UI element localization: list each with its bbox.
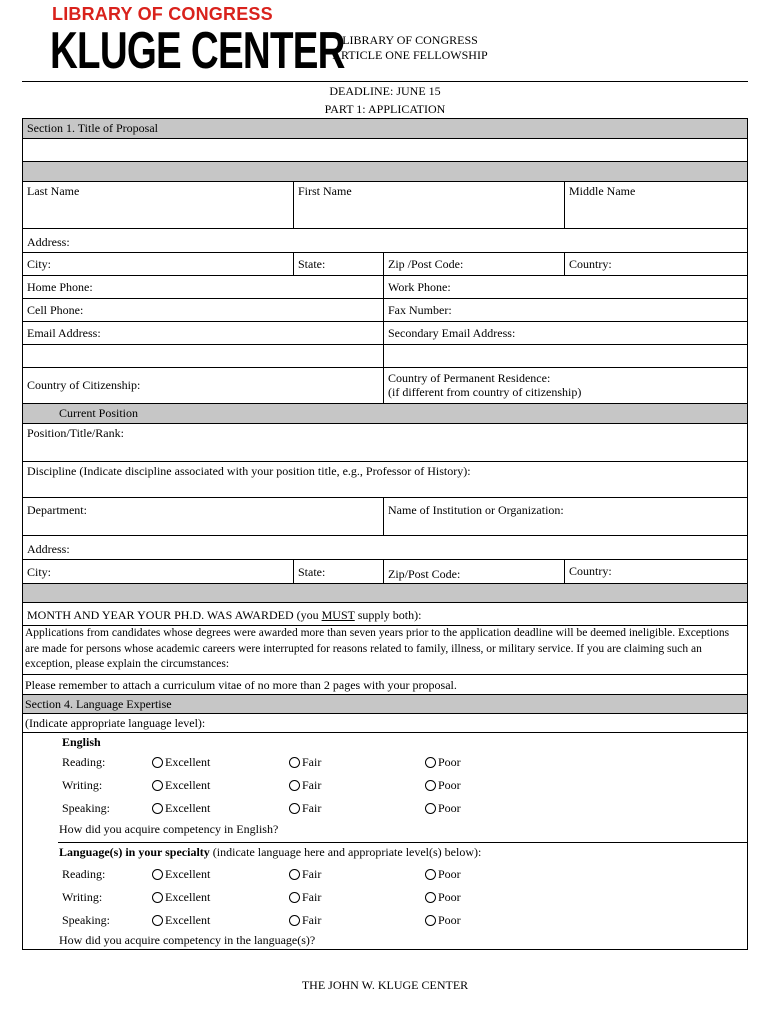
eligibility-notice-text: Applications from candidates whose degrees were awarded more than seven years prior to the application deadline will be deemed ineligible. Exceptions are made for persons whose academic careers were interrupted for reasons related to family, illness, or military service. If you are claiming such an exception, please explain the circumstances: (25, 627, 730, 670)
institution-country-field[interactable] (564, 559, 748, 584)
option-label: Poor (438, 913, 461, 927)
logo-kluge-center: KLUGE CENTER (50, 22, 345, 80)
option-label: Fair (302, 890, 322, 904)
discipline-label: Discipline (Indicate discipline associated with your position title, e.g., Professor of History): (27, 464, 471, 478)
institution-country-label: Country: (569, 564, 612, 578)
part-title: PART 1: APPLICATION (22, 100, 748, 118)
work-phone-label: Work Phone: (388, 280, 451, 294)
work-phone-field[interactable] (383, 275, 748, 299)
state-label: State: (298, 257, 326, 271)
option-label: Excellent (165, 755, 211, 769)
option-label: Poor (438, 778, 461, 792)
option-label: Poor (438, 890, 461, 904)
blank-field[interactable] (22, 344, 384, 368)
cell-phone-label: Cell Phone: (27, 303, 84, 317)
option-label: Poor (438, 755, 461, 769)
specialty-writing-poor-radio[interactable] (425, 892, 436, 903)
english-writing-excellent-radio[interactable] (152, 780, 163, 791)
blank-field[interactable] (383, 344, 748, 368)
zip-field[interactable] (383, 252, 565, 276)
divider (22, 81, 748, 82)
option-label: Excellent (165, 867, 211, 881)
english-speaking-excellent-radio[interactable] (152, 803, 163, 814)
option-label: Excellent (165, 778, 211, 792)
option-label: Excellent (165, 913, 211, 927)
language-instruction: (Indicate appropriate language level): (22, 713, 748, 733)
footer: THE JOHN W. KLUGE CENTER (301, 978, 469, 992)
institution-zip-label: Zip/Post Code: (388, 567, 461, 581)
department-field[interactable] (22, 497, 384, 536)
institution-city-label: City: (27, 565, 52, 579)
citizenship-field[interactable] (22, 367, 384, 404)
option-label: Poor (438, 801, 461, 815)
middle-name-field[interactable] (564, 181, 748, 229)
proposal-title-input[interactable] (22, 138, 748, 162)
specialty-reading-fair-radio[interactable] (289, 869, 300, 880)
residence-label-line2: (if different from country of citizenship) (388, 385, 582, 399)
institution-state-label: State: (298, 565, 326, 579)
state-field[interactable] (293, 252, 384, 276)
logo-library-of-congress: LIBRARY OF CONGRESS (52, 4, 273, 24)
english-writing-poor-radio[interactable] (425, 780, 436, 791)
section4-title: Section 4. Language Expertise (22, 694, 748, 714)
english-reading-excellent-radio[interactable] (152, 757, 163, 768)
address-field[interactable] (22, 228, 748, 253)
institution-state-field[interactable] (293, 559, 384, 584)
specialty-heading-bold: Language(s) in your specialty (59, 845, 210, 859)
deadline: DEADLINE: JUNE 15 (22, 82, 748, 100)
first-name-label: First Name (298, 184, 352, 198)
home-phone-field[interactable] (22, 275, 384, 299)
option-label: Fair (302, 778, 322, 792)
phd-label: MONTH AND YEAR YOUR PH.D. WAS AWARDED (you (27, 608, 322, 622)
institution-city-field[interactable] (22, 559, 294, 584)
specialty-writing-fair-radio[interactable] (289, 892, 300, 903)
email-label: Email Address: (27, 326, 101, 340)
option-label: Poor (438, 867, 461, 881)
english-competency-question: How did you acquire competency in English? (59, 822, 279, 836)
specialty-speaking-label: Speaking: (62, 913, 110, 927)
city-field[interactable] (22, 252, 294, 276)
home-phone-label: Home Phone: (27, 280, 93, 294)
phd-label-must: MUST (321, 608, 355, 622)
divider (58, 842, 748, 843)
specialty-reading-excellent-radio[interactable] (152, 869, 163, 880)
specialty-speaking-fair-radio[interactable] (289, 915, 300, 926)
country-label: Country: (569, 257, 612, 271)
middle-name-label: Middle Name (569, 184, 636, 198)
eligibility-notice[interactable] (22, 625, 748, 675)
cv-note: Please remember to attach a curriculum vitae of no more than 2 pages with your proposal. (22, 674, 748, 695)
citizenship-label: Country of Citizenship: (27, 378, 141, 392)
english-writing-label: Writing: (62, 778, 103, 792)
specialty-writing-label: Writing: (62, 890, 103, 904)
english-writing-fair-radio[interactable] (289, 780, 300, 791)
english-heading: English (62, 735, 101, 749)
fax-field[interactable] (383, 298, 748, 322)
secondary-email-field[interactable] (383, 321, 748, 345)
last-name-label: Last Name (27, 184, 80, 198)
institution-address-label: Address: (27, 542, 70, 556)
zip-label: Zip /Post Code: (388, 257, 464, 271)
institution-zip-field[interactable] (383, 559, 565, 584)
address-label: Address: (27, 235, 70, 249)
english-reading-label: Reading: (62, 755, 106, 769)
specialty-heading-rest: (indicate language here and appropriate level(s) below): (209, 845, 482, 859)
english-speaking-label: Speaking: (62, 801, 110, 815)
section1-title: Section 1. Title of Proposal (22, 118, 748, 139)
option-label: Fair (302, 913, 322, 927)
specialty-heading (59, 845, 481, 860)
english-speaking-fair-radio[interactable] (289, 803, 300, 814)
option-label: Excellent (165, 890, 211, 904)
city-label: City: (27, 257, 52, 271)
position-title-label: Position/Title/Rank: (27, 426, 124, 440)
institution-address-field[interactable] (22, 535, 748, 560)
specialty-reading-label: Reading: (62, 867, 106, 881)
secondary-email-label: Secondary Email Address: (388, 326, 516, 340)
section-divider (22, 161, 748, 182)
option-label: Fair (302, 867, 322, 881)
fax-label: Fax Number: (388, 303, 452, 317)
country-field[interactable] (564, 252, 748, 276)
section-divider (22, 583, 748, 603)
cell-phone-field[interactable] (22, 298, 384, 322)
specialty-competency-question: How did you acquire competency in the language(s)? (59, 933, 316, 947)
phd-label-end: supply both): (354, 608, 422, 622)
residence-field[interactable] (383, 367, 748, 404)
english-reading-poor-radio[interactable] (425, 757, 436, 768)
option-label: Excellent (165, 801, 211, 815)
discipline-field[interactable] (22, 461, 748, 498)
specialty-writing-excellent-radio[interactable] (152, 892, 163, 903)
option-label: Fair (302, 801, 322, 815)
specialty-speaking-excellent-radio[interactable] (152, 915, 163, 926)
specialty-speaking-poor-radio[interactable] (425, 915, 436, 926)
specialty-reading-poor-radio[interactable] (425, 869, 436, 880)
residence-label-line1: Country of Permanent Residence: (388, 371, 551, 385)
institution-field[interactable] (383, 497, 748, 536)
department-label: Department: (27, 503, 87, 517)
option-label: Fair (302, 755, 322, 769)
phd-date-field[interactable] (22, 602, 748, 626)
institution-label: Name of Institution or Organization: (388, 503, 564, 517)
english-speaking-poor-radio[interactable] (425, 803, 436, 814)
first-name-field[interactable] (293, 181, 565, 229)
position-title-field[interactable] (22, 423, 748, 462)
language-box (22, 732, 748, 950)
header-line1: LIBRARY OF CONGRESS (342, 33, 478, 47)
current-position-header: Current Position (22, 403, 748, 424)
header-line2: ARTICLE ONE FELLOWSHIP (332, 48, 488, 62)
last-name-field[interactable] (22, 181, 294, 229)
english-reading-fair-radio[interactable] (289, 757, 300, 768)
email-field[interactable] (22, 321, 384, 345)
